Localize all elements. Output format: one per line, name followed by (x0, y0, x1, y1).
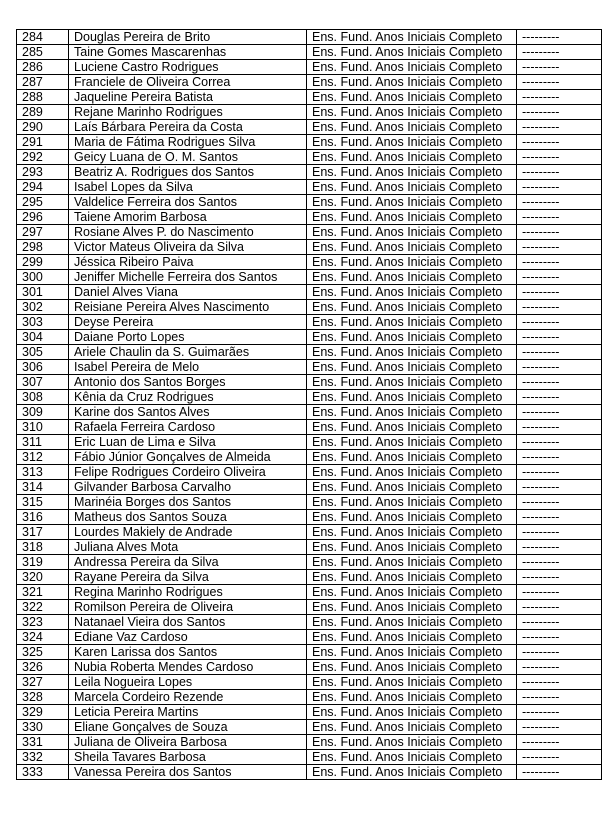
education-level-cell: Ens. Fund. Anos Iniciais Completo (307, 330, 517, 345)
blank-marker-cell: --------- (517, 45, 602, 60)
row-number-cell: 321 (17, 585, 69, 600)
table-row (17, 345, 602, 360)
row-number-cell: 297 (17, 225, 69, 240)
person-name-cell: Isabel Pereira de Melo (69, 360, 307, 375)
person-name-cell: Karine dos Santos Alves (69, 405, 307, 420)
person-name-cell: Kênia da Cruz Rodrigues (69, 390, 307, 405)
row-number-cell: 332 (17, 750, 69, 765)
row-number-cell: 310 (17, 420, 69, 435)
person-name-cell: Regina Marinho Rodrigues (69, 585, 307, 600)
education-level-cell: Ens. Fund. Anos Iniciais Completo (307, 645, 517, 660)
blank-marker-cell: --------- (517, 375, 602, 390)
table-row (17, 255, 602, 270)
education-level-cell: Ens. Fund. Anos Iniciais Completo (307, 60, 517, 75)
blank-marker-cell: --------- (517, 255, 602, 270)
row-number-cell: 317 (17, 525, 69, 540)
table-row (17, 765, 602, 780)
person-name-cell: Luciene Castro Rodrigues (69, 60, 307, 75)
person-name-cell: Laís Bárbara Pereira da Costa (69, 120, 307, 135)
person-name-cell: Ariele Chaulin da S. Guimarães (69, 345, 307, 360)
person-name-cell: Fábio Júnior Gonçalves de Almeida (69, 450, 307, 465)
table-row (17, 735, 602, 750)
blank-marker-cell: --------- (517, 405, 602, 420)
blank-marker-cell: --------- (517, 765, 602, 780)
education-level-cell: Ens. Fund. Anos Iniciais Completo (307, 690, 517, 705)
education-level-cell: Ens. Fund. Anos Iniciais Completo (307, 30, 517, 45)
blank-marker-cell: --------- (517, 540, 602, 555)
person-name-cell: Rejane Marinho Rodrigues (69, 105, 307, 120)
row-number-cell: 309 (17, 405, 69, 420)
table-row (17, 525, 602, 540)
row-number-cell: 300 (17, 270, 69, 285)
blank-marker-cell: --------- (517, 675, 602, 690)
row-number-cell: 333 (17, 765, 69, 780)
row-number-cell: 288 (17, 90, 69, 105)
table-row (17, 135, 602, 150)
blank-marker-cell: --------- (517, 315, 602, 330)
education-level-cell: Ens. Fund. Anos Iniciais Completo (307, 225, 517, 240)
table-row (17, 150, 602, 165)
row-number-cell: 295 (17, 195, 69, 210)
education-level-cell: Ens. Fund. Anos Iniciais Completo (307, 660, 517, 675)
row-number-cell: 294 (17, 180, 69, 195)
education-level-cell: Ens. Fund. Anos Iniciais Completo (307, 735, 517, 750)
row-number-cell: 301 (17, 285, 69, 300)
person-name-cell: Deyse Pereira (69, 315, 307, 330)
row-number-cell: 329 (17, 705, 69, 720)
person-name-cell: Valdelice Ferreira dos Santos (69, 195, 307, 210)
person-name-cell: Douglas Pereira de Brito (69, 30, 307, 45)
education-level-cell: Ens. Fund. Anos Iniciais Completo (307, 435, 517, 450)
blank-marker-cell: --------- (517, 705, 602, 720)
blank-marker-cell: --------- (517, 750, 602, 765)
person-name-cell: Daniel Alves Viana (69, 285, 307, 300)
person-name-cell: Isabel Lopes da Silva (69, 180, 307, 195)
person-name-cell: Franciele de Oliveira Correa (69, 75, 307, 90)
table-row (17, 555, 602, 570)
education-level-cell: Ens. Fund. Anos Iniciais Completo (307, 675, 517, 690)
education-level-cell: Ens. Fund. Anos Iniciais Completo (307, 315, 517, 330)
education-level-cell: Ens. Fund. Anos Iniciais Completo (307, 510, 517, 525)
person-name-cell: Leila Nogueira Lopes (69, 675, 307, 690)
person-name-cell: Rayane Pereira da Silva (69, 570, 307, 585)
table-row (17, 30, 602, 45)
education-level-cell: Ens. Fund. Anos Iniciais Completo (307, 600, 517, 615)
row-number-cell: 330 (17, 720, 69, 735)
education-level-cell: Ens. Fund. Anos Iniciais Completo (307, 165, 517, 180)
education-level-cell: Ens. Fund. Anos Iniciais Completo (307, 765, 517, 780)
blank-marker-cell: --------- (517, 225, 602, 240)
blank-marker-cell: --------- (517, 510, 602, 525)
row-number-cell: 308 (17, 390, 69, 405)
education-level-cell: Ens. Fund. Anos Iniciais Completo (307, 360, 517, 375)
table-row (17, 300, 602, 315)
row-number-cell: 290 (17, 120, 69, 135)
table-row (17, 180, 602, 195)
education-level-cell: Ens. Fund. Anos Iniciais Completo (307, 465, 517, 480)
education-level-cell: Ens. Fund. Anos Iniciais Completo (307, 495, 517, 510)
blank-marker-cell: --------- (517, 90, 602, 105)
education-level-cell: Ens. Fund. Anos Iniciais Completo (307, 420, 517, 435)
row-number-cell: 298 (17, 240, 69, 255)
row-number-cell: 307 (17, 375, 69, 390)
table-row (17, 120, 602, 135)
row-number-cell: 327 (17, 675, 69, 690)
row-number-cell: 324 (17, 630, 69, 645)
blank-marker-cell: --------- (517, 240, 602, 255)
education-level-cell: Ens. Fund. Anos Iniciais Completo (307, 240, 517, 255)
row-number-cell: 286 (17, 60, 69, 75)
table-row (17, 615, 602, 630)
blank-marker-cell: --------- (517, 210, 602, 225)
table-row (17, 675, 602, 690)
person-name-cell: Eliane Gonçalves de Souza (69, 720, 307, 735)
table-row (17, 690, 602, 705)
education-level-cell: Ens. Fund. Anos Iniciais Completo (307, 75, 517, 90)
education-level-cell: Ens. Fund. Anos Iniciais Completo (307, 195, 517, 210)
education-level-cell: Ens. Fund. Anos Iniciais Completo (307, 540, 517, 555)
education-level-cell: Ens. Fund. Anos Iniciais Completo (307, 120, 517, 135)
person-name-cell: Karen Larissa dos Santos (69, 645, 307, 660)
row-number-cell: 293 (17, 165, 69, 180)
table-row (17, 315, 602, 330)
education-level-cell: Ens. Fund. Anos Iniciais Completo (307, 705, 517, 720)
person-name-cell: Victor Mateus Oliveira da Silva (69, 240, 307, 255)
blank-marker-cell: --------- (517, 360, 602, 375)
table-row (17, 645, 602, 660)
education-level-cell: Ens. Fund. Anos Iniciais Completo (307, 615, 517, 630)
row-number-cell: 328 (17, 690, 69, 705)
table-row (17, 330, 602, 345)
row-number-cell: 311 (17, 435, 69, 450)
person-name-cell: Leticia Pereira Martins (69, 705, 307, 720)
education-level-cell: Ens. Fund. Anos Iniciais Completo (307, 180, 517, 195)
person-name-cell: Andressa Pereira da Silva (69, 555, 307, 570)
table-row (17, 720, 602, 735)
table-row (17, 195, 602, 210)
blank-marker-cell: --------- (517, 585, 602, 600)
blank-marker-cell: --------- (517, 435, 602, 450)
education-level-cell: Ens. Fund. Anos Iniciais Completo (307, 150, 517, 165)
row-number-cell: 326 (17, 660, 69, 675)
person-name-cell: Felipe Rodrigues Cordeiro Oliveira (69, 465, 307, 480)
table-row (17, 270, 602, 285)
blank-marker-cell: --------- (517, 690, 602, 705)
table-row (17, 540, 602, 555)
person-name-cell: Nubia Roberta Mendes Cardoso (69, 660, 307, 675)
blank-marker-cell: --------- (517, 450, 602, 465)
person-name-cell: Taine Gomes Mascarenhas (69, 45, 307, 60)
person-name-cell: Romilson Pereira de Oliveira (69, 600, 307, 615)
person-name-cell: Jéssica Ribeiro Paiva (69, 255, 307, 270)
blank-marker-cell: --------- (517, 420, 602, 435)
table-row (17, 375, 602, 390)
blank-marker-cell: --------- (517, 300, 602, 315)
row-number-cell: 305 (17, 345, 69, 360)
blank-marker-cell: --------- (517, 660, 602, 675)
education-level-cell: Ens. Fund. Anos Iniciais Completo (307, 105, 517, 120)
table-row (17, 240, 602, 255)
table-row (17, 390, 602, 405)
table-row (17, 585, 602, 600)
table-row (17, 75, 602, 90)
person-name-cell: Sheila Tavares Barbosa (69, 750, 307, 765)
blank-marker-cell: --------- (517, 75, 602, 90)
blank-marker-cell: --------- (517, 570, 602, 585)
education-level-cell: Ens. Fund. Anos Iniciais Completo (307, 45, 517, 60)
row-number-cell: 302 (17, 300, 69, 315)
person-name-cell: Gilvander Barbosa Carvalho (69, 480, 307, 495)
row-number-cell: 325 (17, 645, 69, 660)
table-row (17, 165, 602, 180)
blank-marker-cell: --------- (517, 120, 602, 135)
education-level-cell: Ens. Fund. Anos Iniciais Completo (307, 405, 517, 420)
blank-marker-cell: --------- (517, 135, 602, 150)
education-level-cell: Ens. Fund. Anos Iniciais Completo (307, 90, 517, 105)
row-number-cell: 318 (17, 540, 69, 555)
blank-marker-cell: --------- (517, 525, 602, 540)
blank-marker-cell: --------- (517, 30, 602, 45)
row-number-cell: 323 (17, 615, 69, 630)
blank-marker-cell: --------- (517, 165, 602, 180)
education-level-cell: Ens. Fund. Anos Iniciais Completo (307, 255, 517, 270)
row-number-cell: 296 (17, 210, 69, 225)
enrollment-table-body (17, 30, 602, 780)
education-level-cell: Ens. Fund. Anos Iniciais Completo (307, 135, 517, 150)
table-row (17, 480, 602, 495)
person-name-cell: Jeniffer Michelle Ferreira dos Santos (69, 270, 307, 285)
table-row (17, 570, 602, 585)
person-name-cell: Matheus dos Santos Souza (69, 510, 307, 525)
blank-marker-cell: --------- (517, 735, 602, 750)
table-row (17, 510, 602, 525)
row-number-cell: 292 (17, 150, 69, 165)
education-level-cell: Ens. Fund. Anos Iniciais Completo (307, 285, 517, 300)
table-row (17, 225, 602, 240)
person-name-cell: Lourdes Makiely de Andrade (69, 525, 307, 540)
table-row (17, 405, 602, 420)
row-number-cell: 304 (17, 330, 69, 345)
blank-marker-cell: --------- (517, 270, 602, 285)
blank-marker-cell: --------- (517, 180, 602, 195)
education-level-cell: Ens. Fund. Anos Iniciais Completo (307, 375, 517, 390)
person-name-cell: Vanessa Pereira dos Santos (69, 765, 307, 780)
blank-marker-cell: --------- (517, 345, 602, 360)
blank-marker-cell: --------- (517, 60, 602, 75)
table-row (17, 360, 602, 375)
table-row (17, 435, 602, 450)
table-row (17, 105, 602, 120)
row-number-cell: 322 (17, 600, 69, 615)
row-number-cell: 287 (17, 75, 69, 90)
row-number-cell: 306 (17, 360, 69, 375)
table-row (17, 495, 602, 510)
education-level-cell: Ens. Fund. Anos Iniciais Completo (307, 750, 517, 765)
person-name-cell: Juliana de Oliveira Barbosa (69, 735, 307, 750)
blank-marker-cell: --------- (517, 480, 602, 495)
blank-marker-cell: --------- (517, 645, 602, 660)
education-level-cell: Ens. Fund. Anos Iniciais Completo (307, 525, 517, 540)
education-level-cell: Ens. Fund. Anos Iniciais Completo (307, 570, 517, 585)
blank-marker-cell: --------- (517, 285, 602, 300)
education-level-cell: Ens. Fund. Anos Iniciais Completo (307, 480, 517, 495)
table-row (17, 60, 602, 75)
person-name-cell: Marcela Cordeiro Rezende (69, 690, 307, 705)
blank-marker-cell: --------- (517, 720, 602, 735)
person-name-cell: Maria de Fátima Rodrigues Silva (69, 135, 307, 150)
blank-marker-cell: --------- (517, 330, 602, 345)
row-number-cell: 319 (17, 555, 69, 570)
blank-marker-cell: --------- (517, 600, 602, 615)
table-row (17, 420, 602, 435)
blank-marker-cell: --------- (517, 465, 602, 480)
blank-marker-cell: --------- (517, 555, 602, 570)
row-number-cell: 331 (17, 735, 69, 750)
row-number-cell: 315 (17, 495, 69, 510)
person-name-cell: Ediane Vaz Cardoso (69, 630, 307, 645)
table-row (17, 750, 602, 765)
row-number-cell: 285 (17, 45, 69, 60)
blank-marker-cell: --------- (517, 495, 602, 510)
table-row (17, 90, 602, 105)
person-name-cell: Rafaela Ferreira Cardoso (69, 420, 307, 435)
row-number-cell: 299 (17, 255, 69, 270)
table-row (17, 45, 602, 60)
person-name-cell: Jaqueline Pereira Batista (69, 90, 307, 105)
blank-marker-cell: --------- (517, 150, 602, 165)
person-name-cell: Natanael Vieira dos Santos (69, 615, 307, 630)
education-level-cell: Ens. Fund. Anos Iniciais Completo (307, 585, 517, 600)
blank-marker-cell: --------- (517, 105, 602, 120)
education-level-cell: Ens. Fund. Anos Iniciais Completo (307, 720, 517, 735)
table-row (17, 465, 602, 480)
person-name-cell: Beatriz A. Rodrigues dos Santos (69, 165, 307, 180)
education-level-cell: Ens. Fund. Anos Iniciais Completo (307, 210, 517, 225)
table-row (17, 600, 602, 615)
table-row (17, 450, 602, 465)
person-name-cell: Juliana Alves Mota (69, 540, 307, 555)
education-level-cell: Ens. Fund. Anos Iniciais Completo (307, 390, 517, 405)
education-level-cell: Ens. Fund. Anos Iniciais Completo (307, 555, 517, 570)
blank-marker-cell: --------- (517, 630, 602, 645)
row-number-cell: 316 (17, 510, 69, 525)
row-number-cell: 313 (17, 465, 69, 480)
row-number-cell: 320 (17, 570, 69, 585)
person-name-cell: Daiane Porto Lopes (69, 330, 307, 345)
education-level-cell: Ens. Fund. Anos Iniciais Completo (307, 345, 517, 360)
row-number-cell: 312 (17, 450, 69, 465)
table-row (17, 285, 602, 300)
person-name-cell: Geicy Luana de O. M. Santos (69, 150, 307, 165)
person-name-cell: Taiene Amorim Barbosa (69, 210, 307, 225)
table-row (17, 210, 602, 225)
row-number-cell: 289 (17, 105, 69, 120)
row-number-cell: 303 (17, 315, 69, 330)
education-level-cell: Ens. Fund. Anos Iniciais Completo (307, 450, 517, 465)
blank-marker-cell: --------- (517, 195, 602, 210)
row-number-cell: 314 (17, 480, 69, 495)
blank-marker-cell: --------- (517, 390, 602, 405)
table-row (17, 660, 602, 675)
education-level-cell: Ens. Fund. Anos Iniciais Completo (307, 630, 517, 645)
person-name-cell: Eric Luan de Lima e Silva (69, 435, 307, 450)
person-name-cell: Antonio dos Santos Borges (69, 375, 307, 390)
person-name-cell: Marinéia Borges dos Santos (69, 495, 307, 510)
education-level-cell: Ens. Fund. Anos Iniciais Completo (307, 300, 517, 315)
person-name-cell: Reisiane Pereira Alves Nascimento (69, 300, 307, 315)
education-level-cell: Ens. Fund. Anos Iniciais Completo (307, 270, 517, 285)
person-name-cell: Rosiane Alves P. do Nascimento (69, 225, 307, 240)
table-row (17, 705, 602, 720)
row-number-cell: 291 (17, 135, 69, 150)
blank-marker-cell: --------- (517, 615, 602, 630)
row-number-cell: 284 (17, 30, 69, 45)
table-row (17, 630, 602, 645)
enrollment-table (16, 29, 602, 780)
